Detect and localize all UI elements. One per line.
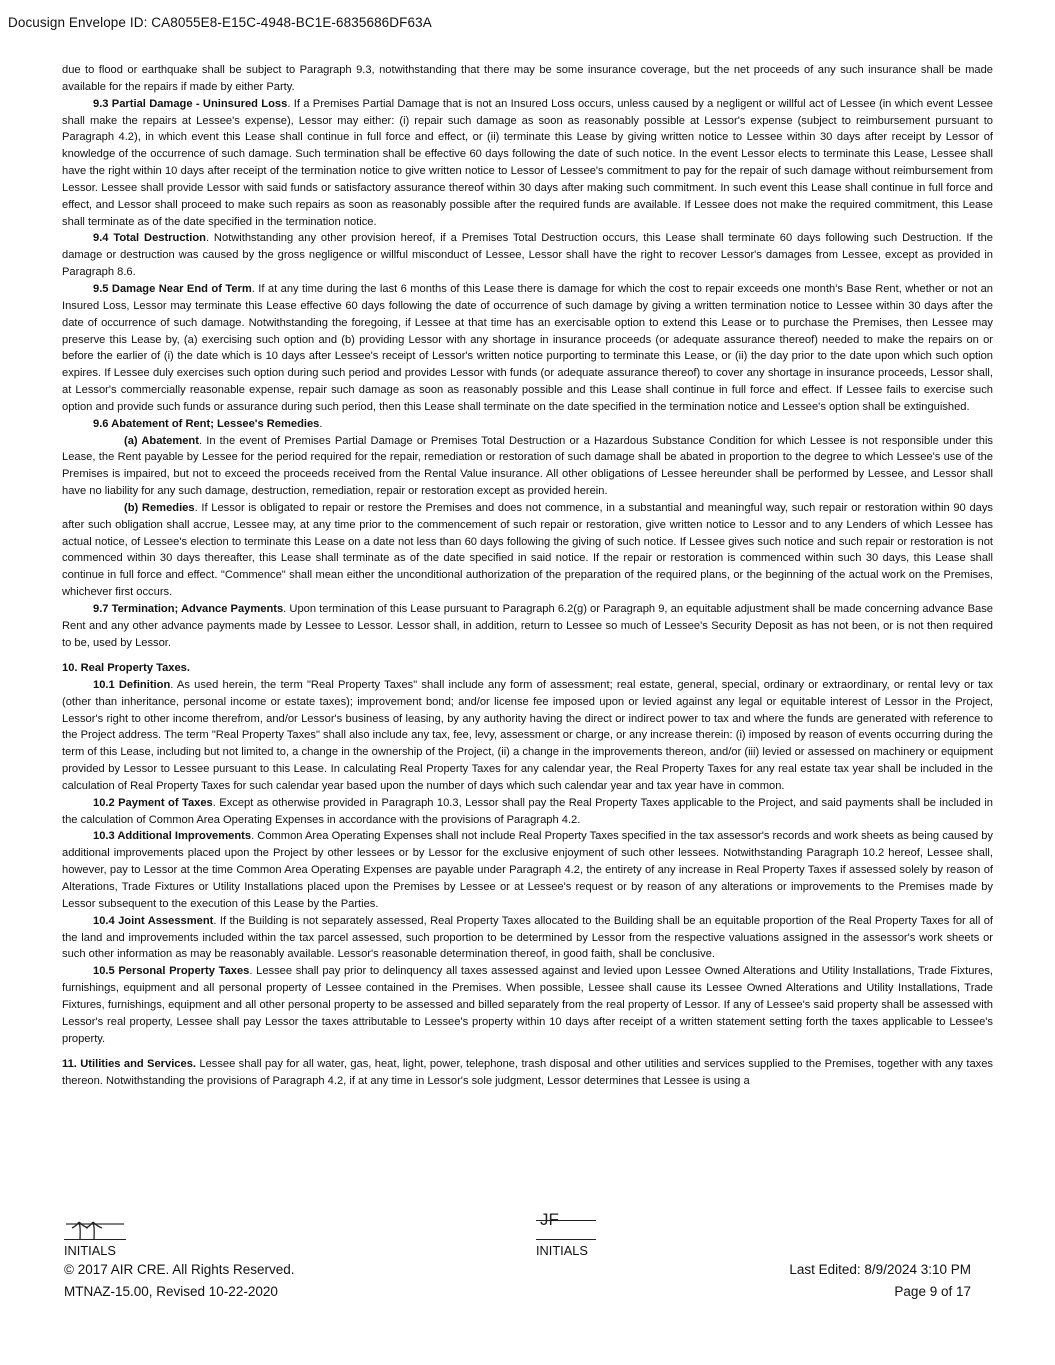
paragraph-heading: 10.3 Additional Improvements xyxy=(93,830,252,843)
paragraph-heading: 9.7 Termination; Advance Payments xyxy=(93,603,284,615)
section-11 xyxy=(62,1056,993,1090)
paragraph-text: . If a Premises Partial Damage that is not an Insured Loss occurs, unless caused by a negligent or willful act of Lessee (in which event Lessee shall make the repairs at Lessee's expense), Lessor may either: (i) repair such damage as soon as reasonably possible at Lessor's expense (subject to reimbursement pursuant to Paragraph 4.2), in which event this Lease shall continue in full force and effect, or (ii) terminate this Lease by giving written notice to Lessee within 30 days after receipt by Lessor of knowledge of the occurrence of such damage. Such termination shall be effective 60 days following the date of such notice. In the event Lessor elects to terminate this Lease, Lessee shall have the right within 10 days after receipt of the termination notice to give written notice to Lessor of Lessee's commitment to pay for the repair of such damage without reimbursement from Lessor. Lessee shall provide Lessor with said funds or satisfactory assurance thereof within 30 days after making such commitment. In such event this Lease shall continue in full force and effect, and Lessor shall proceed to make such repairs as soon as reasonably possible after the required funds are available. If Lessee does not make the required commitment, this Lease shall terminate as of the date specified in the termination notice. xyxy=(62,97,993,228)
paragraph-text: . Common Area Operating Expenses shall not include Real Property Taxes specified in the tax assessor's records and work sheets as being caused by additional improvements placed upon the Project by other lessees or by Lessor for the exclusive enjoyment of such other lessees. Notwithstanding Paragraph 10.2 hereof, Lessee shall, however, pay to Lessor at the time Common Area Operating Expenses are payable under Paragraph 4.2, the entirety of any increase in Real Property Taxes if assessed solely by reason of Alterations, Trade Fixtures or Utility Installations placed upon the Premises by Lessee or at Lessee's request or by reason of any alterations or improvements to the Premises made by Lessor subsequent to the execution of this Lease by the Parties. xyxy=(62,830,994,910)
paragraph-text: . In the event of Premises Partial Damage or Premises Total Destruction or a Hazardous Substance Condition for which Lessee is not responsible under this Lease, the Rent payable by Lessee for the period required for the repair, remediation or restoration of such damage shall be abated in proportion to the degree to which Lessee's use of the Premises is impaired, but not to exceed the proceeds received from the Rental Value insurance. All other obligations of Lessee hereunder shall be performed by Lessee, and Lessor shall have no liability for any such damage, destruction, remediation, repair or restoration except as provided herein. xyxy=(62,434,993,498)
paragraph-text: . xyxy=(319,417,323,430)
paragraph-text: . Lessee shall pay prior to delinquency all taxes assessed against and levied upon Lessee Owned Alterations and Utility Installations, Trade Fixtures, furnishings, equipment and all personal property of Lessee contained in the Premises. When possible, Lessee shall cause its Lessee Owned Alterations and Utility Installations, Trade Fixtures, furnishings, equipment and all other personal property to be assessed and billed separately from the real property of Lessor. If any of Lessee's said property shall be assessed with Lessor's real property, Lessee shall pay Lessor the taxes attributable to Lessee's property within 10 days after receipt of a written statement setting forth the taxes applicable to Lessee's property. xyxy=(62,965,993,1045)
paragraph-9-5 xyxy=(62,281,993,416)
copyright: © 2017 AIR CRE. All Rights Reserved. xyxy=(64,1262,295,1277)
paragraph-10-3 xyxy=(62,828,993,912)
document-body xyxy=(62,62,993,1090)
paragraph-10-2 xyxy=(62,795,993,829)
section-heading: 10. Real Property Taxes. xyxy=(62,662,190,675)
paragraph-heading: 10.5 Personal Property Taxes xyxy=(93,965,250,978)
page-number: Page 9 of 17 xyxy=(894,1284,971,1299)
paragraph-heading: 9.4 Total Destruction xyxy=(93,232,206,245)
form-id: MTNAZ-15.00, Revised 10-22-2020 xyxy=(64,1284,278,1299)
paragraph-text: . If at any time during the last 6 months of this Lease there is damage for which the cost to repair exceeds one month's Base Rent, whether or not an Insured Loss, Lessor may terminate this Lease effective 60 days following the date of occurrence of such damage by giving a written termination notice to Lessee within 30 days after the date of occurrence of such damage. Notwithstanding the foregoing, if Lessee at that time has an exercisable option to extend this Lease or to purchase the Premises, then Lessee may preserve this Lease by, (a) exercising such option and (b) providing Lessor with any shortage in insurance proceeds (or adequate assurance thereof) needed to make the repairs on or before the earlier of (i) the date which is 10 days after Lessee's receipt of Lessor's written notice purporting to terminate this Lease, or (ii) the day prior to the date upon which such option expires. If Lessee duly exercises such option during such period and provides Lessor with funds (or adequate assurance thereof) to cover any shortage in insurance proceeds, Lessor shall, at Lessor's commercially reasonable expense, repair such damage as soon as reasonably possible and this Lease shall continue in full force and effect. If Lessee fails to exercise such option and provide such funds or assurance during such period, then this Lease shall terminate on the date specified in the termination notice and Lessee's option shall be extinguished. xyxy=(62,282,993,413)
right-initials-label: INITIALS xyxy=(536,1243,588,1258)
left-initials-label: INITIALS xyxy=(64,1243,116,1258)
paragraph-text: due to flood or earthquake shall be subject to Paragraph 9.3, notwithstanding that there may be some insurance coverage, but the net proceeds of any such insurance shall be made available for the repairs if made by either Party. xyxy=(62,64,993,93)
paragraph-9-6-a xyxy=(62,433,993,500)
paragraph-text: . Notwithstanding any other provision hereof, if a Premises Total Destruction occurs, this Lease shall terminate 60 days following such Destruction. If the damage or destruction was caused by the gross negligence or willful misconduct of Lessee, Lessor shall have the right to recover Lessor's damages from Lessee, except as provided in Paragraph 8.6. xyxy=(62,232,993,279)
paragraph-continuation xyxy=(62,62,993,96)
paragraph-9-3 xyxy=(62,96,993,231)
section-10-heading xyxy=(62,660,993,677)
paragraph-heading: 9.3 Partial Damage - Uninsured Loss xyxy=(93,97,288,110)
paragraph-text: . If Lessor is obligated to repair or restore the Premises and does not commence, in a substantial and meaningful way, such repair or restoration within 90 days after such obligation shall accrue, Lessee may, at any time prior to the commencement of such repair or restoration, give written notice to Lessor and to any Lenders of which Lessee has actual notice, of Lessee's election to terminate this Lease on a date not less than 60 days following the giving of such notice. If Lessee gives such notice and such repair or restoration is not commenced within 30 days thereafter, this Lease shall terminate as of the date specified in said notice. If the repair or restoration is commenced within such 30 days, this Lease shall continue in full force and effect. "Commence" shall mean either the unconditional authorization of the preparation of the required plans, or the beginning of the actual work on the Premises, whichever first occurs. xyxy=(62,501,993,599)
paragraph-heading: 9.5 Damage Near End of Term xyxy=(93,282,252,295)
paragraph-9-6 xyxy=(62,416,993,433)
paragraph-heading: 9.6 Abatement of Rent; Lessee's Remedies xyxy=(93,417,320,430)
paragraph-heading: (b) Remedies xyxy=(124,501,195,514)
right-initials-signature: JF xyxy=(540,1210,559,1229)
paragraph-9-4 xyxy=(62,230,993,281)
paragraph-text: . If the Building is not separately assessed, Real Property Taxes allocated to the Building shall be an equitable proportion of the Real Property Taxes for all of the land and improvements included within the tax parcel assessed, such proportion to be determined by Lessor from the respective valuations assigned in the assessor's work sheets or such other information as may be reasonably available. Lessor's reasonable determination thereof, in good faith, shall be conclusive. xyxy=(62,914,993,961)
paragraph-heading: 10.4 Joint Assessment xyxy=(93,914,214,927)
paragraph-heading: 10.1 Definition xyxy=(93,678,171,691)
paragraph-10-1 xyxy=(62,677,993,795)
last-edited: Last Edited: 8/9/2024 3:10 PM xyxy=(789,1262,971,1277)
section-heading: 11. Utilities and Services. xyxy=(62,1057,196,1070)
paragraph-heading: (a) Abatement xyxy=(124,434,199,447)
paragraph-text: . Upon termination of this Lease pursuant to Paragraph 6.2(g) or Paragraph 9, an equitable adjustment shall be made concerning advance Base Rent and any other advance payments made by Lessee to Lessor. Lessor shall, in addition, return to Lessee so much of Lessee's Security Deposit as has not been, or is not then required to be, used by Lessor. xyxy=(62,603,993,649)
left-initials-line xyxy=(64,1239,126,1240)
paragraph-9-6-b xyxy=(62,500,993,601)
paragraph-text: . As used herein, the term "Real Property Taxes" shall include any form of assessment; real estate, general, special, ordinary or extraordinary, or rental levy or tax (other than inheritance, personal income or estate taxes); improvement bond; and/or license fee imposed upon or levied against any legal or equitable interest of Lessor in the Project, Lessor's right to other income therefrom, and/or Lessor's business of leasing, by any authority having the direct or indirect power to tax and where the funds are generated with reference to the Project address. The term "Real Property Taxes" shall also include any tax, fee, levy, assessment or charge, or any increase therein: (i) imposed by reason of events occurring during the term of this Lease, including but not limited to, a change in the ownership of the Project, (ii) a change in the improvements thereon, and/or (iii) levied or assessed on machinery or equipment provided by Lessor to Lessee pursuant to this Lease. In calculating Real Property Taxes for any calendar year, the Real Property Taxes for any real estate tax year shall be included in the calculation of Real Property Taxes for such calendar year based upon the number of days which such calendar year and tax year have in common. xyxy=(62,678,993,792)
paragraph-10-5 xyxy=(62,963,993,1047)
paragraph-10-4 xyxy=(62,913,993,964)
right-initials-strike xyxy=(536,1220,596,1221)
docusign-envelope-id: Docusign Envelope ID: CA8055E8-E15C-4948-BC1E-6835686DF63A xyxy=(8,15,432,30)
paragraph-heading: 10.2 Payment of Taxes xyxy=(93,796,213,809)
right-initials-line xyxy=(536,1239,596,1240)
paragraph-text: . Except as otherwise provided in Paragraph 10.3, Lessor shall pay the Real Property Taxes applicable to the Project, and said payments shall be included in the calculation of Common Area Operating Expenses in accordance with the provisions of Paragraph 4.2. xyxy=(62,796,993,826)
paragraph-9-7 xyxy=(62,601,993,652)
paragraph-text: Lessee shall pay for all water, gas, heat, light, power, telephone, trash disposal and other utilities and services supplied to the Premises, together with any taxes thereon. Notwithstanding the provisions of Paragraph 4.2, if at any time in Lessor's sole judgment, Lessor determines that Lessee is using a xyxy=(62,1057,994,1087)
left-initials-signature xyxy=(64,1218,128,1244)
